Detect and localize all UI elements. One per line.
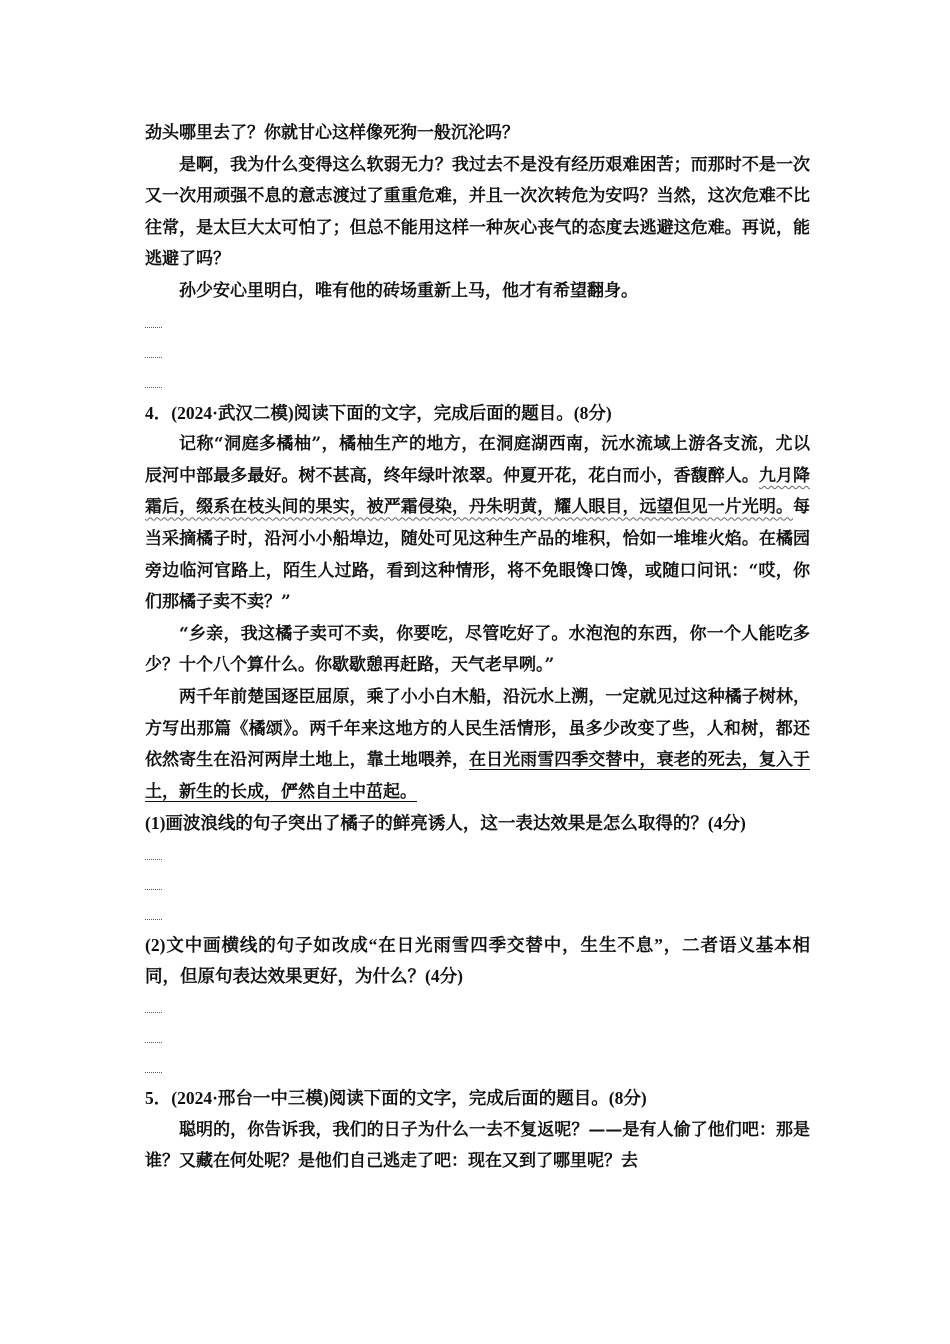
answer-line[interactable]: [145, 870, 810, 900]
answer-line[interactable]: [145, 1023, 810, 1053]
subquestion-1: (1)画波浪线的句子突出了橘子的鲜亮诱人，这一表达效果是怎么取得的？(4分): [145, 813, 746, 834]
question-4-heading: [145, 398, 810, 430]
answer-line[interactable]: [145, 840, 810, 870]
q5-paragraph-1: 聪明的，你告诉我，我们的日子为什么一去不复返呢？——是有人偷了他们吧：那是谁？又藏在何处呢？是他们自己逃走了吧：现在又到了哪里呢？去: [145, 1119, 810, 1172]
question-source: (2024·邢台一中三模): [171, 1088, 329, 1109]
document-page: [145, 118, 810, 1178]
q4-paragraph-3-text: 两千年前楚国逐臣屈原，乘了小小白木船，沿沅水上溯，一定就见过这种橘子树林，方写出那篇《橘颂》。两千年来这地方的人民生活情形，虽多少改变了些，人和树，都还依然寄生在沿河两岸土地上，靠土地喂养，: [145, 686, 810, 771]
answer-line[interactable]: [145, 368, 810, 398]
answer-line[interactable]: [145, 993, 810, 1023]
question-5-heading: [145, 1083, 810, 1115]
q4-paragraph-1-text: 记称“洞庭多橘柚”，橘柚生产的地方，在洞庭湖西南，沅水流域上游各支流，尤以辰河中部最多最好。树不甚高，终年绿叶浓翠。仲夏开花，花白而小，香馥醉人。: [145, 434, 810, 486]
q4-paragraph-2: “乡亲，我这橘子卖可不卖，你要吃，尽管吃好了。水泡泡的东西，你一个人能吃多少？十个八个算什么。你歇歇憩再赶路，天气老早咧。”: [145, 623, 810, 676]
question-number: 5．: [145, 1088, 172, 1109]
answer-line[interactable]: [145, 338, 810, 368]
q4-paragraph-1-text-cont: 每当采摘橘子时，沿河小小船埠边，随处可见这种生产品的堆积，恰如一堆堆火焰。在橘园旁边临河官路上，陌生人过路，看到这种情形，将不免眼馋口馋，或随口问讯：“哎，你们那橘子卖不卖？”: [145, 497, 810, 613]
answer-line[interactable]: [145, 308, 810, 338]
subquestion-2: (2)文中画横线的句子如改成“在日光雨雪四季交替中，生生不息”，二者语义基本相同，但原句表达效果更好，为什么？(4分): [145, 934, 810, 987]
q4-paragraph-3: [145, 682, 810, 808]
question-source: (2024·武汉二模): [171, 402, 294, 423]
answer-line[interactable]: [145, 1053, 810, 1083]
q4-paragraph-1: [145, 429, 810, 619]
question-number: 4．: [145, 402, 172, 423]
passage3-paragraph-2: 是啊，我为什么变得这么软弱无力？我过去不是没有经历艰难困苦；而那时不是一次又一次用顽强不息的意志渡过了重重危难，并且一次次转危为安吗？当然，这次危难不比往常，是太巨大太可怕了；但总不能用这样一种灰心丧气的态度去逃避这危难。再说，能逃避了吗？: [145, 154, 810, 270]
underlined-sentence: 在日光雨雪四季交替中，衰老的死去，复入于土，新生的长成，俨然自土中茁起。: [145, 750, 810, 802]
question-instruction: 阅读下面的文字，完成后面的题目。(8分): [328, 1088, 647, 1109]
passage3-paragraph-3: 孙少安心里明白，唯有他的砖场重新上马，他才有希望翻身。: [179, 280, 638, 301]
wavy-underlined-sentence: 九月降霜后，缀系在枝头间的果实，被严霜侵染，丹朱明黄，耀人眼目，远望但见一片光明。: [145, 465, 811, 518]
passage3-paragraph-1: 劲头哪里去了？你就甘心这样像死狗一般沉沦吗？: [145, 123, 519, 143]
question-instruction: 阅读下面的文字，完成后面的题目。(8分): [293, 402, 612, 423]
answer-line[interactable]: [145, 900, 810, 930]
